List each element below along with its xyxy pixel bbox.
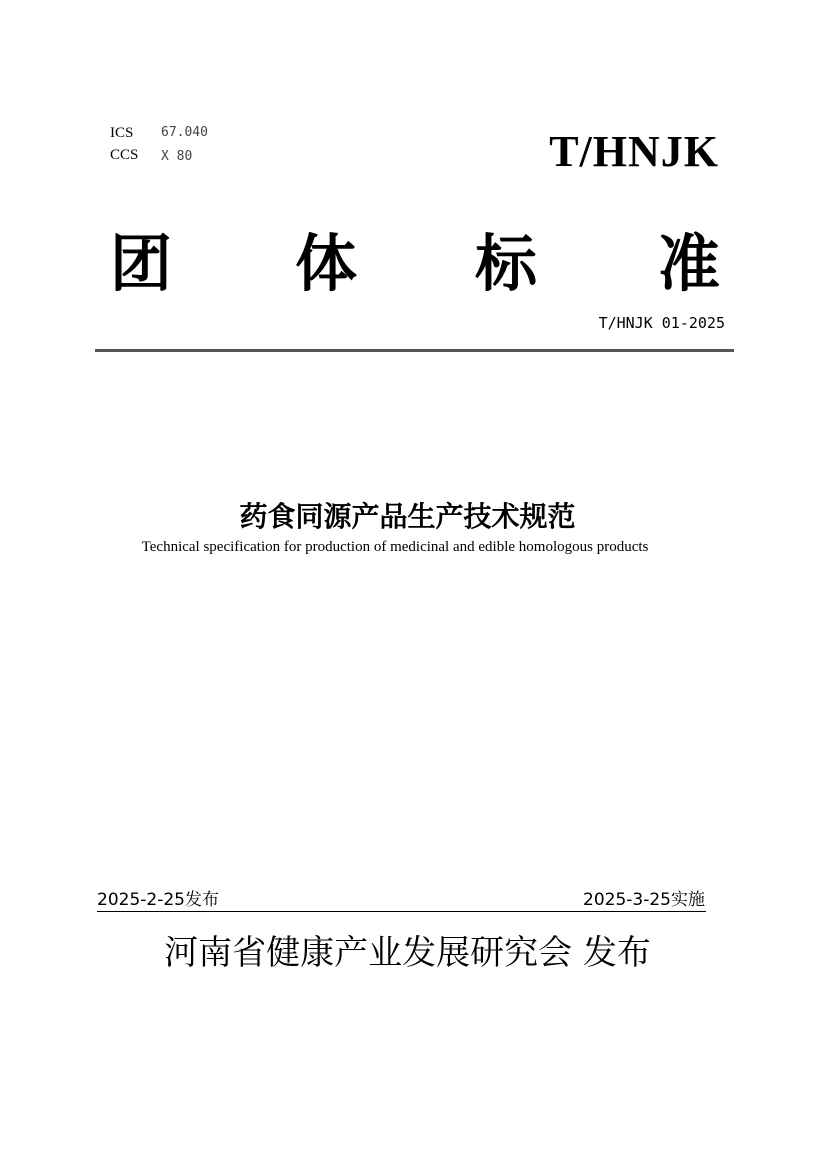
ics-label: ICS	[110, 125, 134, 141]
ccs-label: CCS	[110, 147, 139, 163]
standard-type-char-1: 团	[110, 227, 173, 300]
standard-code-logo: T/HNJK	[549, 127, 719, 176]
publisher-name: 河南省健康产业发展研究会 发布	[164, 933, 651, 973]
date-divider	[97, 911, 706, 912]
ccs-value: X 80	[161, 149, 193, 164]
document-title: 药食同源产品生产技术规范	[239, 500, 576, 533]
implement-date: 2025-3-25实施	[583, 890, 705, 910]
standard-type-char-4: 准	[658, 227, 721, 300]
ics-value: 67.040	[161, 125, 208, 140]
standard-type-char-2: 体	[295, 227, 358, 300]
header-divider	[95, 349, 734, 352]
standard-number: T/HNJK 01-2025	[598, 314, 725, 332]
standard-type-char-3: 标	[475, 227, 538, 300]
publish-date: 2025-2-25发布	[97, 890, 219, 910]
document-subtitle-english: Technical specification for production of medicinal and edible homologous products	[141, 539, 649, 555]
